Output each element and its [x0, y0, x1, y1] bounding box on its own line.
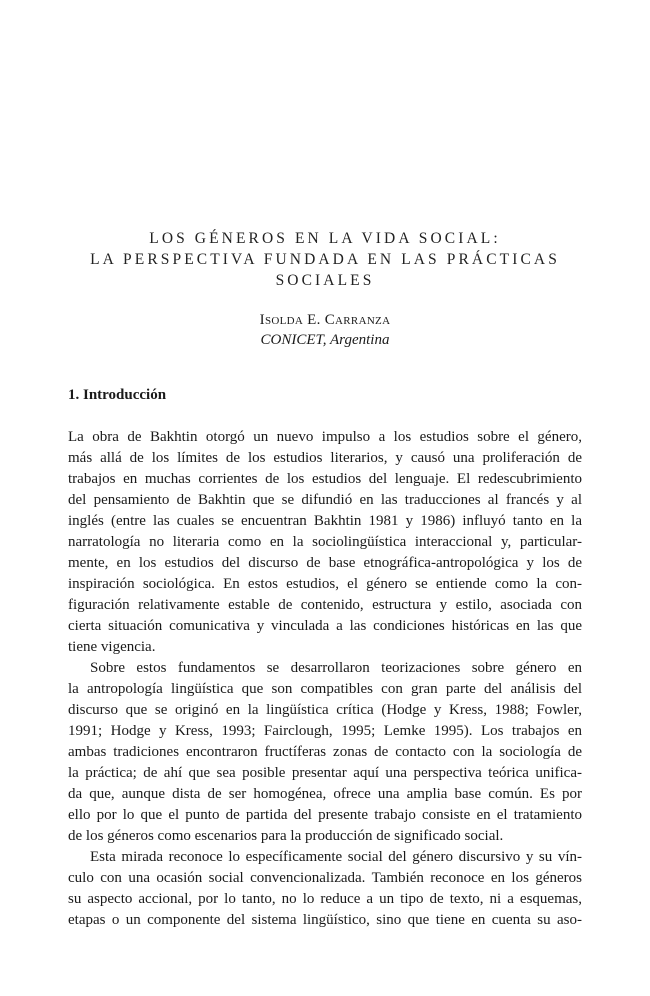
text-line: tiene vigencia. [68, 639, 156, 656]
text-line: cierta situación comunicativa y vinculada a las condiciones históricas en las que [68, 618, 582, 635]
text-line: inspiración sociológica. En estos estudios, el género se entiende como la con- [68, 576, 582, 593]
text-line: 1991; Hodge y Kress, 1993; Fairclough, 1995; Lemke 1995). Los trabajos en [68, 723, 582, 740]
chapter-title [0, 228, 650, 291]
text-line: culo con una ocasión social convencionalizada. También reconoce en los géneros [68, 870, 582, 887]
text-line: Esta mirada reconoce lo específicamente social del género discursivo y su vín- [90, 849, 582, 866]
text-line: etapas o un componente del sistema lingüístico, sino que tiene en cuenta su aso- [68, 912, 582, 929]
text-line: la antropología lingüística que son compatibles con gran parte del análisis del [68, 681, 582, 698]
author-name: Isolda E. Carranza [259, 312, 391, 328]
text-line: narratología no literaria como en la sociolingüística interaccional y, particular- [68, 534, 582, 551]
text-line: ello por lo que el punto de partida del presente trabajo consiste en el tratamiento [68, 807, 582, 824]
text-line: Sobre estos fundamentos se desarrollaron teorizaciones sobre género en [90, 660, 582, 677]
title-line-1: LOS GÉNEROS EN LA VIDA SOCIAL: [149, 230, 501, 247]
text-line: su aspecto accional, por lo tanto, no lo reduce a un tipo de texto, ni a esquemas, [68, 891, 582, 908]
text-line: da que, aunque dista de ser homogénea, ofrece una amplia base común. Es por [68, 786, 582, 803]
text-line: ambas tradiciones encontraron fructíferas zonas de contacto con la sociología de [68, 744, 582, 761]
text-line: del pensamiento de Bakhtin que se difundió en las traducciones al francés y al [68, 492, 582, 509]
title-line-3: SOCIALES [275, 272, 375, 289]
text-line: de los géneros como escenarios para la producción de significado social. [68, 828, 504, 845]
body-text [68, 427, 582, 931]
paragraph-2 [68, 658, 582, 847]
text-line: trabajos en muchas corrientes de los estudios del lenguaje. El redescubrimiento [68, 471, 582, 488]
text-line: inglés (entre las cuales se encuentran Bakhtin 1981 y 1986) influyó tanto en la [68, 513, 582, 530]
text-line: más allá de los límites de los estudios literarios, y causó una proliferación de [68, 450, 582, 467]
text-line: discurso que se originó en la lingüística crítica (Hodge y Kress, 1988; Fowler, [68, 702, 582, 719]
text-line: la práctica; de ahí que sea posible presentar aquí una perspectiva teórica unifica- [68, 765, 582, 782]
section-heading: 1. Introducción [68, 387, 167, 403]
paragraph-3 [68, 847, 582, 931]
title-line-2: LA PERSPECTIVA FUNDADA EN LAS PRÁCTICAS [90, 251, 560, 268]
text-line: La obra de Bakhtin otorgó un nuevo impulso a los estudios sobre el género, [68, 429, 582, 445]
byline [0, 310, 650, 350]
text-line: figuración relativamente estable de contenido, estructura y estilo, asociada con [68, 597, 582, 614]
text-line: mente, en los estudios del discurso de base etnográfica-antropológica y los de [68, 555, 582, 572]
paragraph-1 [68, 427, 582, 658]
author-affiliation: CONICET, Argentina [260, 332, 390, 348]
